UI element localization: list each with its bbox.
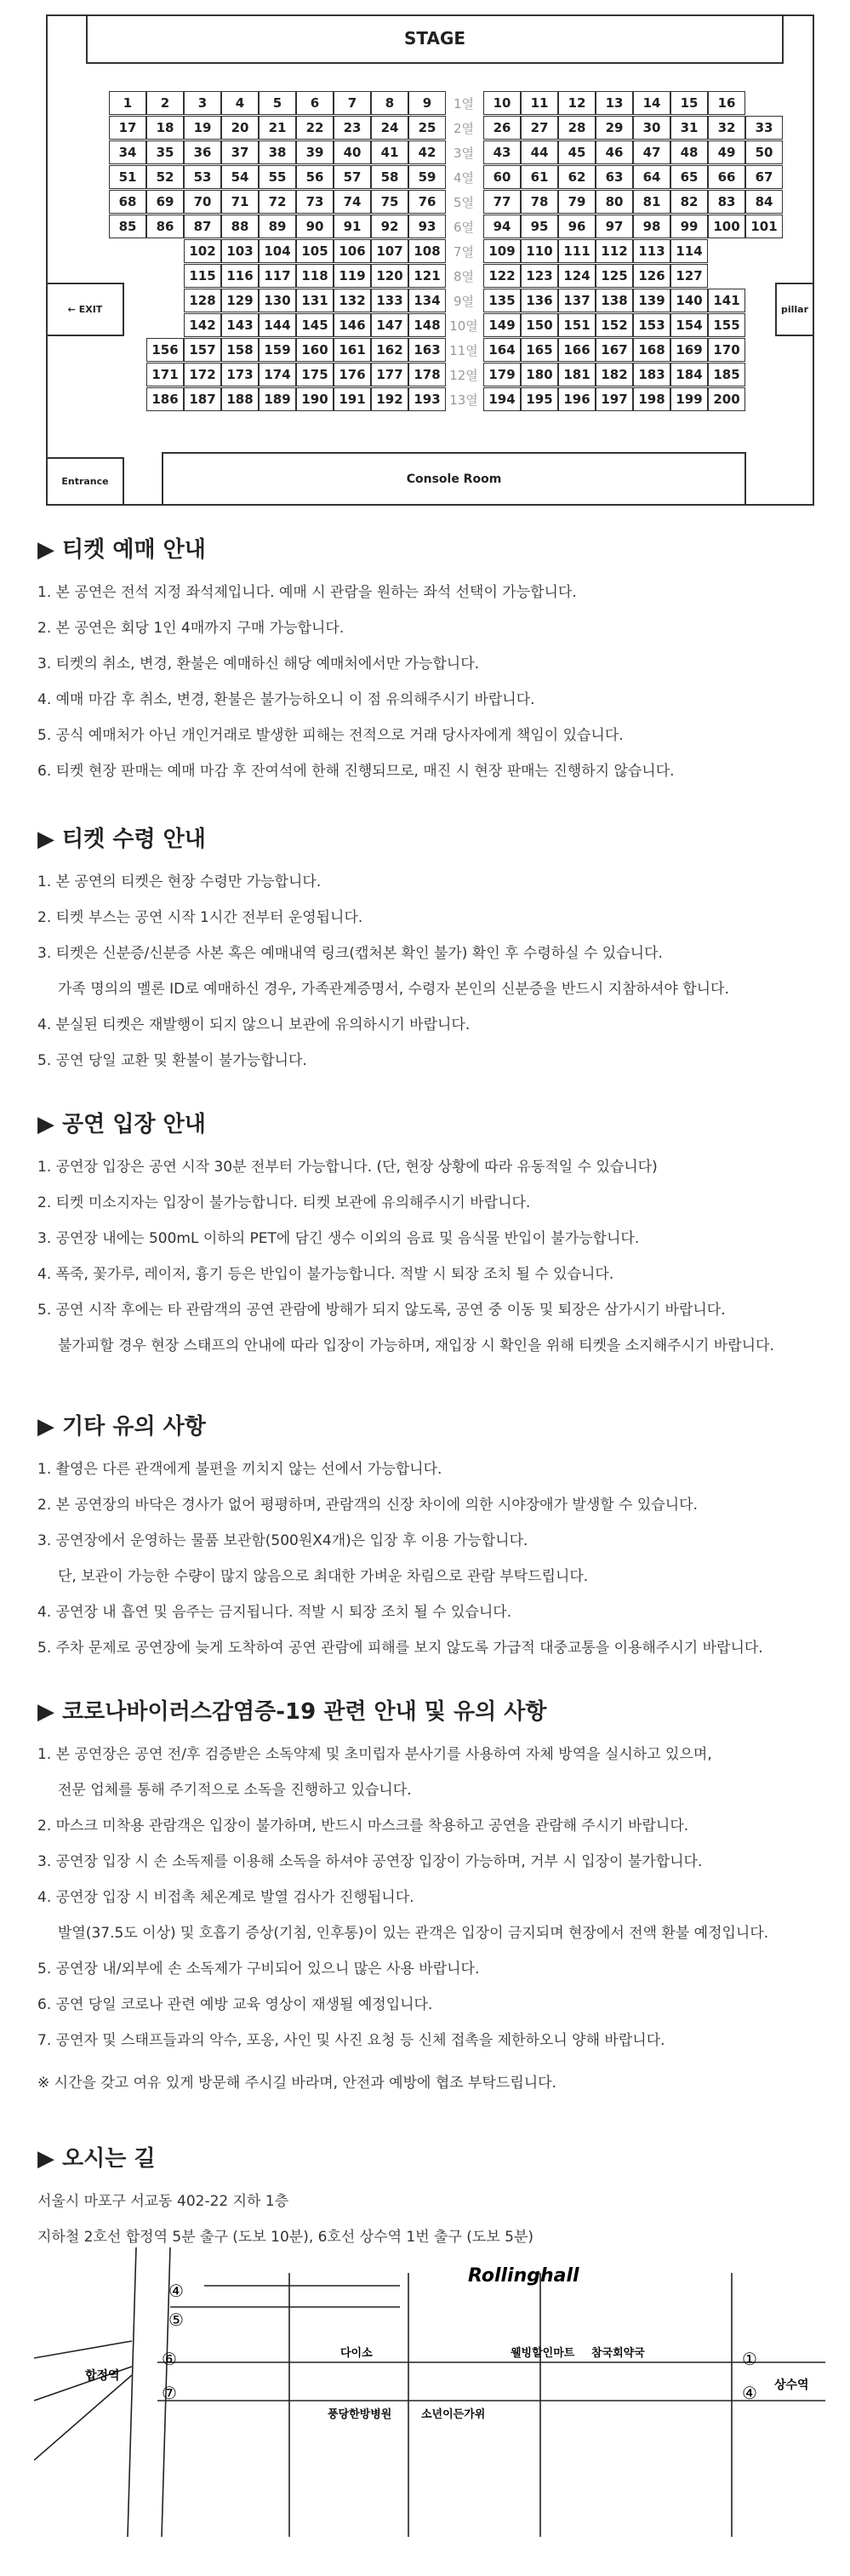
road-line (34, 2341, 132, 2358)
seat[interactable]: 57 (334, 165, 371, 189)
seat[interactable]: 21 (259, 116, 296, 140)
seat[interactable]: 50 (745, 140, 783, 164)
place-label: 참국회약국 (591, 2347, 645, 2360)
info-line: 2. 마스크 미착용 관람객은 입장이 불가하며, 반드시 마스크를 착용하고 공연을 관람해 주시기 바랍니다. (37, 1818, 689, 1835)
info-line: 4. 예매 마감 후 취소, 변경, 환불은 불가능하오니 이 점 유의해주시기 바랍니다. (37, 691, 535, 708)
row-label: 1열 (453, 95, 475, 112)
seat[interactable]: 15 (670, 91, 708, 115)
section-title: ▶ 코로나바이러스감염증-19 관련 안내 및 유의 사항 (37, 1699, 547, 1725)
seat[interactable]: 106 (334, 239, 371, 263)
seat[interactable]: 8 (371, 91, 408, 115)
seat[interactable]: 19 (184, 116, 221, 140)
exit-number: ⑦ (162, 2383, 177, 2403)
seat[interactable]: 34 (109, 140, 146, 164)
seat[interactable]: 61 (521, 165, 558, 189)
seat[interactable]: 35 (146, 140, 184, 164)
seat[interactable]: 25 (408, 116, 446, 140)
info-line: 5. 공연 당일 교환 및 환불이 불가능합니다. (37, 1052, 307, 1069)
seat[interactable]: 199 (670, 387, 708, 411)
seat[interactable]: 146 (334, 313, 371, 337)
seat[interactable]: 117 (259, 264, 296, 288)
seat[interactable]: 40 (334, 140, 371, 164)
seat[interactable]: 23 (334, 116, 371, 140)
row-label: 10열 (449, 318, 478, 334)
seat[interactable]: 2 (146, 91, 184, 115)
info-line: 6. 공연 당일 코로나 관련 예방 교육 영상이 재생될 예정입니다. (37, 1996, 433, 2013)
info-line: 서울시 마포구 서교동 402-22 지하 1층 (37, 2193, 289, 2210)
seat[interactable]: 124 (558, 264, 596, 288)
seat[interactable]: 185 (708, 363, 745, 386)
seat[interactable]: 18 (146, 116, 184, 140)
seat[interactable]: 93 (408, 215, 446, 238)
seat[interactable]: 193 (408, 387, 446, 411)
seat[interactable]: 37 (221, 140, 259, 164)
seat[interactable]: 168 (633, 338, 670, 362)
seat[interactable]: 1 (109, 91, 146, 115)
seat[interactable]: 166 (558, 338, 596, 362)
info-line: 4. 공연장 입장 시 비접촉 체온계로 발열 검사가 진행됩니다. (37, 1889, 414, 1906)
seat[interactable]: 55 (259, 165, 296, 189)
seat[interactable]: 52 (146, 165, 184, 189)
seat[interactable]: 175 (296, 363, 334, 386)
seat[interactable]: 186 (146, 387, 184, 411)
place-label: 다이소 (340, 2347, 373, 2360)
seat[interactable]: 178 (408, 363, 446, 386)
seat[interactable]: 11 (521, 91, 558, 115)
seat[interactable]: 197 (596, 387, 633, 411)
info-line: 3. 공연장 내에는 500mL 이하의 PET에 담긴 생수 이외의 음료 및 음식물 반입이 불가능합니다. (37, 1230, 640, 1247)
seat[interactable]: 82 (670, 190, 708, 214)
seat[interactable]: 134 (408, 289, 446, 312)
seat[interactable]: 32 (708, 116, 745, 140)
row-label: 4열 (453, 169, 475, 186)
seat[interactable]: 99 (670, 215, 708, 238)
info-line: 5. 공연 시작 후에는 타 관람객의 공연 관람에 방해가 되지 않도록, 공연 중 이동 및 퇴장은 삼가시기 바랍니다. (37, 1302, 726, 1319)
seat[interactable]: 184 (670, 363, 708, 386)
seat[interactable]: 102 (184, 239, 221, 263)
seat[interactable]: 173 (221, 363, 259, 386)
info-line: 2. 본 공연장의 바닥은 경사가 없어 평평하며, 관람객의 신장 차이에 의한 시야장애가 발생할 수 있습니다. (37, 1497, 698, 1514)
seat[interactable]: 177 (371, 363, 408, 386)
seat[interactable]: 66 (708, 165, 745, 189)
info-line: 3. 티켓의 취소, 변경, 환불은 예매하신 해당 예매처에서만 가능합니다. (37, 655, 480, 673)
place-label: 풍당한방병원 (328, 2408, 392, 2421)
info-line: 1. 본 공연장은 공연 전/후 검증받은 소독약제 및 초미립자 분사기를 사용하여 자체 방역을 실시하고 있으며, (37, 1746, 712, 1763)
exit-number: ④ (742, 2383, 757, 2403)
road-line (128, 2247, 136, 2537)
seat[interactable]: 183 (633, 363, 670, 386)
seat[interactable]: 72 (259, 190, 296, 214)
seat[interactable]: 110 (521, 239, 558, 263)
seat[interactable]: 43 (483, 140, 521, 164)
seat[interactable]: 69 (146, 190, 184, 214)
seat[interactable]: 28 (558, 116, 596, 140)
seat[interactable]: 161 (334, 338, 371, 362)
seat[interactable]: 20 (221, 116, 259, 140)
seat[interactable]: 121 (408, 264, 446, 288)
seat[interactable]: 44 (521, 140, 558, 164)
section-title: ▶ 오시는 길 (37, 2146, 156, 2172)
seat[interactable]: 138 (596, 289, 633, 312)
info-line: 2. 티켓 미소지자는 입장이 불가능합니다. 티켓 보관에 유의해주시기 바랍니다. (37, 1194, 531, 1211)
seat[interactable]: 181 (558, 363, 596, 386)
seat[interactable]: 33 (745, 116, 783, 140)
exit-label: ← EXIT (46, 283, 124, 336)
seat[interactable]: 165 (521, 338, 558, 362)
seat[interactable]: 104 (259, 239, 296, 263)
seat[interactable]: 42 (408, 140, 446, 164)
info-line: 5. 주차 문제로 공연장에 늦게 도착하여 공연 관람에 피해를 보지 않도록 가급적 대중교통을 이용해주시기 바랍니다. (37, 1640, 763, 1657)
seat[interactable]: 109 (483, 239, 521, 263)
seat[interactable]: 147 (371, 313, 408, 337)
seat[interactable]: 45 (558, 140, 596, 164)
seat[interactable]: 188 (221, 387, 259, 411)
seat[interactable]: 38 (259, 140, 296, 164)
seat[interactable]: 192 (371, 387, 408, 411)
seat[interactable]: 53 (184, 165, 221, 189)
seat[interactable]: 190 (296, 387, 334, 411)
seat[interactable]: 58 (371, 165, 408, 189)
seat[interactable]: 92 (371, 215, 408, 238)
info-line: 1. 촬영은 다른 관객에게 불편을 끼치지 않는 선에서 가능합니다. (37, 1461, 442, 1478)
section-title: ▶ 공연 입장 안내 (37, 1112, 206, 1137)
seat[interactable]: 6 (296, 91, 334, 115)
seat[interactable]: 111 (558, 239, 596, 263)
seat[interactable]: 112 (596, 239, 633, 263)
seat[interactable]: 167 (596, 338, 633, 362)
road-line (34, 2375, 132, 2460)
info-line: 1. 본 공연은 전석 지정 좌석제입니다. 예매 시 관람을 원하는 좌석 선택이 가능합니다. (37, 584, 577, 601)
section-title: ▶ 티켓 수령 안내 (37, 827, 206, 852)
seat[interactable]: 95 (521, 215, 558, 238)
seat[interactable]: 83 (708, 190, 745, 214)
seat[interactable]: 75 (371, 190, 408, 214)
seat[interactable]: 137 (558, 289, 596, 312)
seat[interactable]: 87 (184, 215, 221, 238)
entrance-label: Entrance (46, 457, 124, 506)
seat[interactable]: 114 (670, 239, 708, 263)
info-line: 4. 폭죽, 꽃가루, 레이저, 흉기 등은 반입이 불가능합니다. 적발 시 퇴장 조치 될 수 있습니다. (37, 1266, 614, 1283)
seat[interactable]: 143 (221, 313, 259, 337)
seat[interactable]: 144 (259, 313, 296, 337)
seat[interactable]: 101 (745, 215, 783, 238)
seat[interactable]: 5 (259, 91, 296, 115)
seat[interactable]: 97 (596, 215, 633, 238)
seat[interactable]: 74 (334, 190, 371, 214)
seat[interactable]: 60 (483, 165, 521, 189)
seat[interactable]: 59 (408, 165, 446, 189)
info-line: 4. 분실된 티켓은 재발행이 되지 않으니 보관에 유의하시기 바랍니다. (37, 1016, 471, 1033)
exit-number: ⑤ (168, 2310, 184, 2330)
info-line: 지하철 2호선 합정역 5분 출구 (도보 10분), 6호선 상수역 1번 출구 (도보 5분) (37, 2229, 534, 2246)
place-label: 웰빙할인마트 (511, 2347, 575, 2360)
seat[interactable]: 159 (259, 338, 296, 362)
seat[interactable]: 70 (184, 190, 221, 214)
row-label: 11열 (449, 342, 478, 358)
row-label: 9열 (453, 293, 475, 309)
seat[interactable]: 65 (670, 165, 708, 189)
seat[interactable]: 151 (558, 313, 596, 337)
seat[interactable]: 64 (633, 165, 670, 189)
seat[interactable]: 162 (371, 338, 408, 362)
seat[interactable]: 130 (259, 289, 296, 312)
seat[interactable]: 85 (109, 215, 146, 238)
seat[interactable]: 198 (633, 387, 670, 411)
seat[interactable]: 135 (483, 289, 521, 312)
seat[interactable]: 172 (184, 363, 221, 386)
seat[interactable]: 164 (483, 338, 521, 362)
pillar-label: pillar (775, 283, 814, 336)
seat[interactable]: 29 (596, 116, 633, 140)
info-line: 3. 티켓은 신분증/신분증 사본 혹은 예매내역 링크(캡처본 확인 불가) 확인 후 수령하실 수 있습니다. (37, 945, 663, 962)
seat-map (46, 14, 814, 506)
seat[interactable]: 100 (708, 215, 745, 238)
seat[interactable]: 152 (596, 313, 633, 337)
seat[interactable]: 131 (296, 289, 334, 312)
seat[interactable]: 4 (221, 91, 259, 115)
seat[interactable]: 9 (408, 91, 446, 115)
seat[interactable]: 3 (184, 91, 221, 115)
section-title: ▶ 기타 유의 사항 (37, 1414, 206, 1440)
seat[interactable]: 194 (483, 387, 521, 411)
seat[interactable]: 126 (633, 264, 670, 288)
seat[interactable]: 16 (708, 91, 745, 115)
seat[interactable]: 107 (371, 239, 408, 263)
seat[interactable]: 125 (596, 264, 633, 288)
seat[interactable]: 10 (483, 91, 521, 115)
seat[interactable]: 73 (296, 190, 334, 214)
seat[interactable]: 133 (371, 289, 408, 312)
seat[interactable]: 48 (670, 140, 708, 164)
seat[interactable]: 187 (184, 387, 221, 411)
seat[interactable]: 158 (221, 338, 259, 362)
info-line: 불가피할 경우 현장 스태프의 안내에 따라 입장이 가능하며, 재입장 시 확인을 위해 티켓을 소지해주시기 바랍니다. (58, 1337, 774, 1354)
seat[interactable]: 77 (483, 190, 521, 214)
info-line: 가족 명의의 멜론 ID로 예매하신 경우, 가족관계증명서, 수령자 본인의 신분증을 반드시 지참하셔야 합니다. (58, 981, 729, 998)
seat[interactable]: 150 (521, 313, 558, 337)
row-label: 2열 (453, 120, 475, 136)
seat[interactable]: 7 (334, 91, 371, 115)
info-line: 1. 공연장 입장은 공연 시작 30분 전부터 가능합니다. (단, 현장 상황에 따라 유동적일 수 있습니다) (37, 1159, 658, 1176)
seat[interactable]: 154 (670, 313, 708, 337)
seat[interactable]: 118 (296, 264, 334, 288)
seat[interactable]: 182 (596, 363, 633, 386)
seat[interactable]: 90 (296, 215, 334, 238)
seat[interactable]: 116 (221, 264, 259, 288)
seat[interactable]: 142 (184, 313, 221, 337)
seat[interactable]: 22 (296, 116, 334, 140)
seat[interactable]: 176 (334, 363, 371, 386)
info-line: 3. 공연장 입장 시 손 소독제를 이용해 소독을 하셔야 공연장 입장이 가능하며, 거부 시 입장이 불가합니다. (37, 1853, 703, 1870)
seat[interactable]: 81 (633, 190, 670, 214)
seat[interactable]: 155 (708, 313, 745, 337)
seat[interactable]: 96 (558, 215, 596, 238)
row-label: 3열 (453, 145, 475, 161)
seat[interactable]: 196 (558, 387, 596, 411)
seat[interactable]: 94 (483, 215, 521, 238)
seat[interactable]: 98 (633, 215, 670, 238)
seat[interactable]: 17 (109, 116, 146, 140)
row-label: 13열 (449, 392, 478, 408)
seat[interactable]: 160 (296, 338, 334, 362)
seat[interactable]: 54 (221, 165, 259, 189)
info-line: 2. 티켓 부스는 공연 시작 1시간 전부터 운영됩니다. (37, 909, 363, 926)
seat[interactable]: 141 (708, 289, 745, 312)
row-label: 8열 (453, 268, 475, 284)
info-line: 5. 공연장 내/외부에 손 소독제가 구비되어 있으니 많은 사용 바랍니다. (37, 1961, 480, 1978)
seat[interactable]: 140 (670, 289, 708, 312)
info-line: 7. 공연자 및 스태프들과의 악수, 포옹, 사인 및 사진 요청 등 신체 접촉을 제한하오니 양해 바랍니다. (37, 2032, 665, 2049)
seat[interactable]: 195 (521, 387, 558, 411)
row-label: 5열 (453, 194, 475, 210)
seat[interactable]: 63 (596, 165, 633, 189)
seat[interactable]: 47 (633, 140, 670, 164)
seat[interactable]: 30 (633, 116, 670, 140)
seat[interactable]: 56 (296, 165, 334, 189)
seat[interactable]: 122 (483, 264, 521, 288)
seat[interactable]: 170 (708, 338, 745, 362)
seat[interactable]: 157 (184, 338, 221, 362)
seat[interactable]: 62 (558, 165, 596, 189)
exit-number: ⑥ (162, 2349, 177, 2369)
seat[interactable]: 41 (371, 140, 408, 164)
seat[interactable]: 103 (221, 239, 259, 263)
seat[interactable]: 120 (371, 264, 408, 288)
seat[interactable]: 51 (109, 165, 146, 189)
seat[interactable]: 128 (184, 289, 221, 312)
exit-number: ④ (168, 2281, 184, 2301)
seat[interactable]: 86 (146, 215, 184, 238)
seat[interactable]: 46 (596, 140, 633, 164)
seat[interactable]: 78 (521, 190, 558, 214)
info-line: 1. 본 공연의 티켓은 현장 수령만 가능합니다. (37, 873, 322, 890)
station-hapjeong: 합정역 (85, 2369, 120, 2383)
seat[interactable]: 49 (708, 140, 745, 164)
seat[interactable]: 89 (259, 215, 296, 238)
seat[interactable]: 76 (408, 190, 446, 214)
seat[interactable]: 88 (221, 215, 259, 238)
console-room: Console Room (162, 452, 746, 506)
seat[interactable]: 27 (521, 116, 558, 140)
info-line: 2. 본 공연은 회당 1인 4매까지 구매 가능합니다. (37, 620, 345, 637)
seat[interactable]: 171 (146, 363, 184, 386)
station-sangsu: 상수역 (774, 2379, 809, 2392)
seat[interactable]: 39 (296, 140, 334, 164)
info-line: 4. 공연장 내 흡연 및 음주는 금지됩니다. 적발 시 퇴장 조치 될 수 있습니다. (37, 1604, 512, 1621)
seat[interactable]: 14 (633, 91, 670, 115)
seat[interactable]: 179 (483, 363, 521, 386)
section-title: ▶ 티켓 예매 안내 (37, 537, 206, 563)
seat[interactable]: 80 (596, 190, 633, 214)
seat[interactable]: 169 (670, 338, 708, 362)
seat[interactable]: 132 (334, 289, 371, 312)
seat[interactable]: 113 (633, 239, 670, 263)
seat[interactable]: 119 (334, 264, 371, 288)
info-line: 발열(37.5도 이상) 및 호흡기 증상(기침, 인후통)이 있는 관객은 입장이 금지되며 현장에서 전액 환불 예정입니다. (58, 1925, 769, 1942)
seat[interactable]: 145 (296, 313, 334, 337)
seat[interactable]: 127 (670, 264, 708, 288)
seat[interactable]: 91 (334, 215, 371, 238)
location-map (34, 2247, 825, 2562)
seat[interactable]: 149 (483, 313, 521, 337)
seat[interactable]: 163 (408, 338, 446, 362)
seat[interactable]: 31 (670, 116, 708, 140)
seat[interactable]: 105 (296, 239, 334, 263)
seat[interactable]: 108 (408, 239, 446, 263)
seat[interactable]: 139 (633, 289, 670, 312)
seat[interactable]: 84 (745, 190, 783, 214)
seat[interactable]: 24 (371, 116, 408, 140)
seat[interactable]: 136 (521, 289, 558, 312)
seat[interactable]: 115 (184, 264, 221, 288)
stage-label: STAGE (86, 14, 784, 64)
seat[interactable]: 79 (558, 190, 596, 214)
row-label: 7열 (453, 243, 475, 260)
seat[interactable]: 12 (558, 91, 596, 115)
seat[interactable]: 174 (259, 363, 296, 386)
seat[interactable]: 129 (221, 289, 259, 312)
info-line: ※ 시간을 갖고 여유 있게 방문해 주시길 바라며, 안전과 예방에 협조 부탁드립니다. (37, 2075, 556, 2092)
info-line: 3. 공연장에서 운영하는 물품 보관함(500원X4개)은 입장 후 이용 가능합니다. (37, 1532, 528, 1549)
venue-name: Rollinghall (468, 2265, 579, 2287)
seat[interactable]: 123 (521, 264, 558, 288)
place-label: 소년이든가위 (421, 2408, 486, 2421)
seat[interactable]: 191 (334, 387, 371, 411)
seat[interactable]: 67 (745, 165, 783, 189)
info-line: 5. 공식 예매처가 아닌 개인거래로 발생한 피해는 전적으로 거래 당사자에게 책임이 있습니다. (37, 727, 624, 744)
seat[interactable]: 180 (521, 363, 558, 386)
seat[interactable]: 68 (109, 190, 146, 214)
exit-number: ① (742, 2349, 757, 2369)
seat[interactable]: 26 (483, 116, 521, 140)
seat[interactable]: 153 (633, 313, 670, 337)
row-label: 6열 (453, 219, 475, 235)
seat[interactable]: 156 (146, 338, 184, 362)
seat[interactable]: 189 (259, 387, 296, 411)
info-line: 단, 보관이 가능한 수량이 많지 않음으로 최대한 가벼운 차림으로 관람 부탁드립니다. (58, 1568, 589, 1585)
info-line: 6. 티켓 현장 판매는 예매 마감 후 잔여석에 한해 진행되므로, 매진 시 현장 판매는 진행하지 않습니다. (37, 763, 675, 780)
info-line: 전문 업체를 통해 주기적으로 소독을 진행하고 있습니다. (58, 1782, 412, 1799)
seat[interactable]: 13 (596, 91, 633, 115)
seat[interactable]: 71 (221, 190, 259, 214)
seat[interactable]: 36 (184, 140, 221, 164)
row-label: 12열 (449, 367, 478, 383)
seat[interactable]: 200 (708, 387, 745, 411)
seat[interactable]: 148 (408, 313, 446, 337)
